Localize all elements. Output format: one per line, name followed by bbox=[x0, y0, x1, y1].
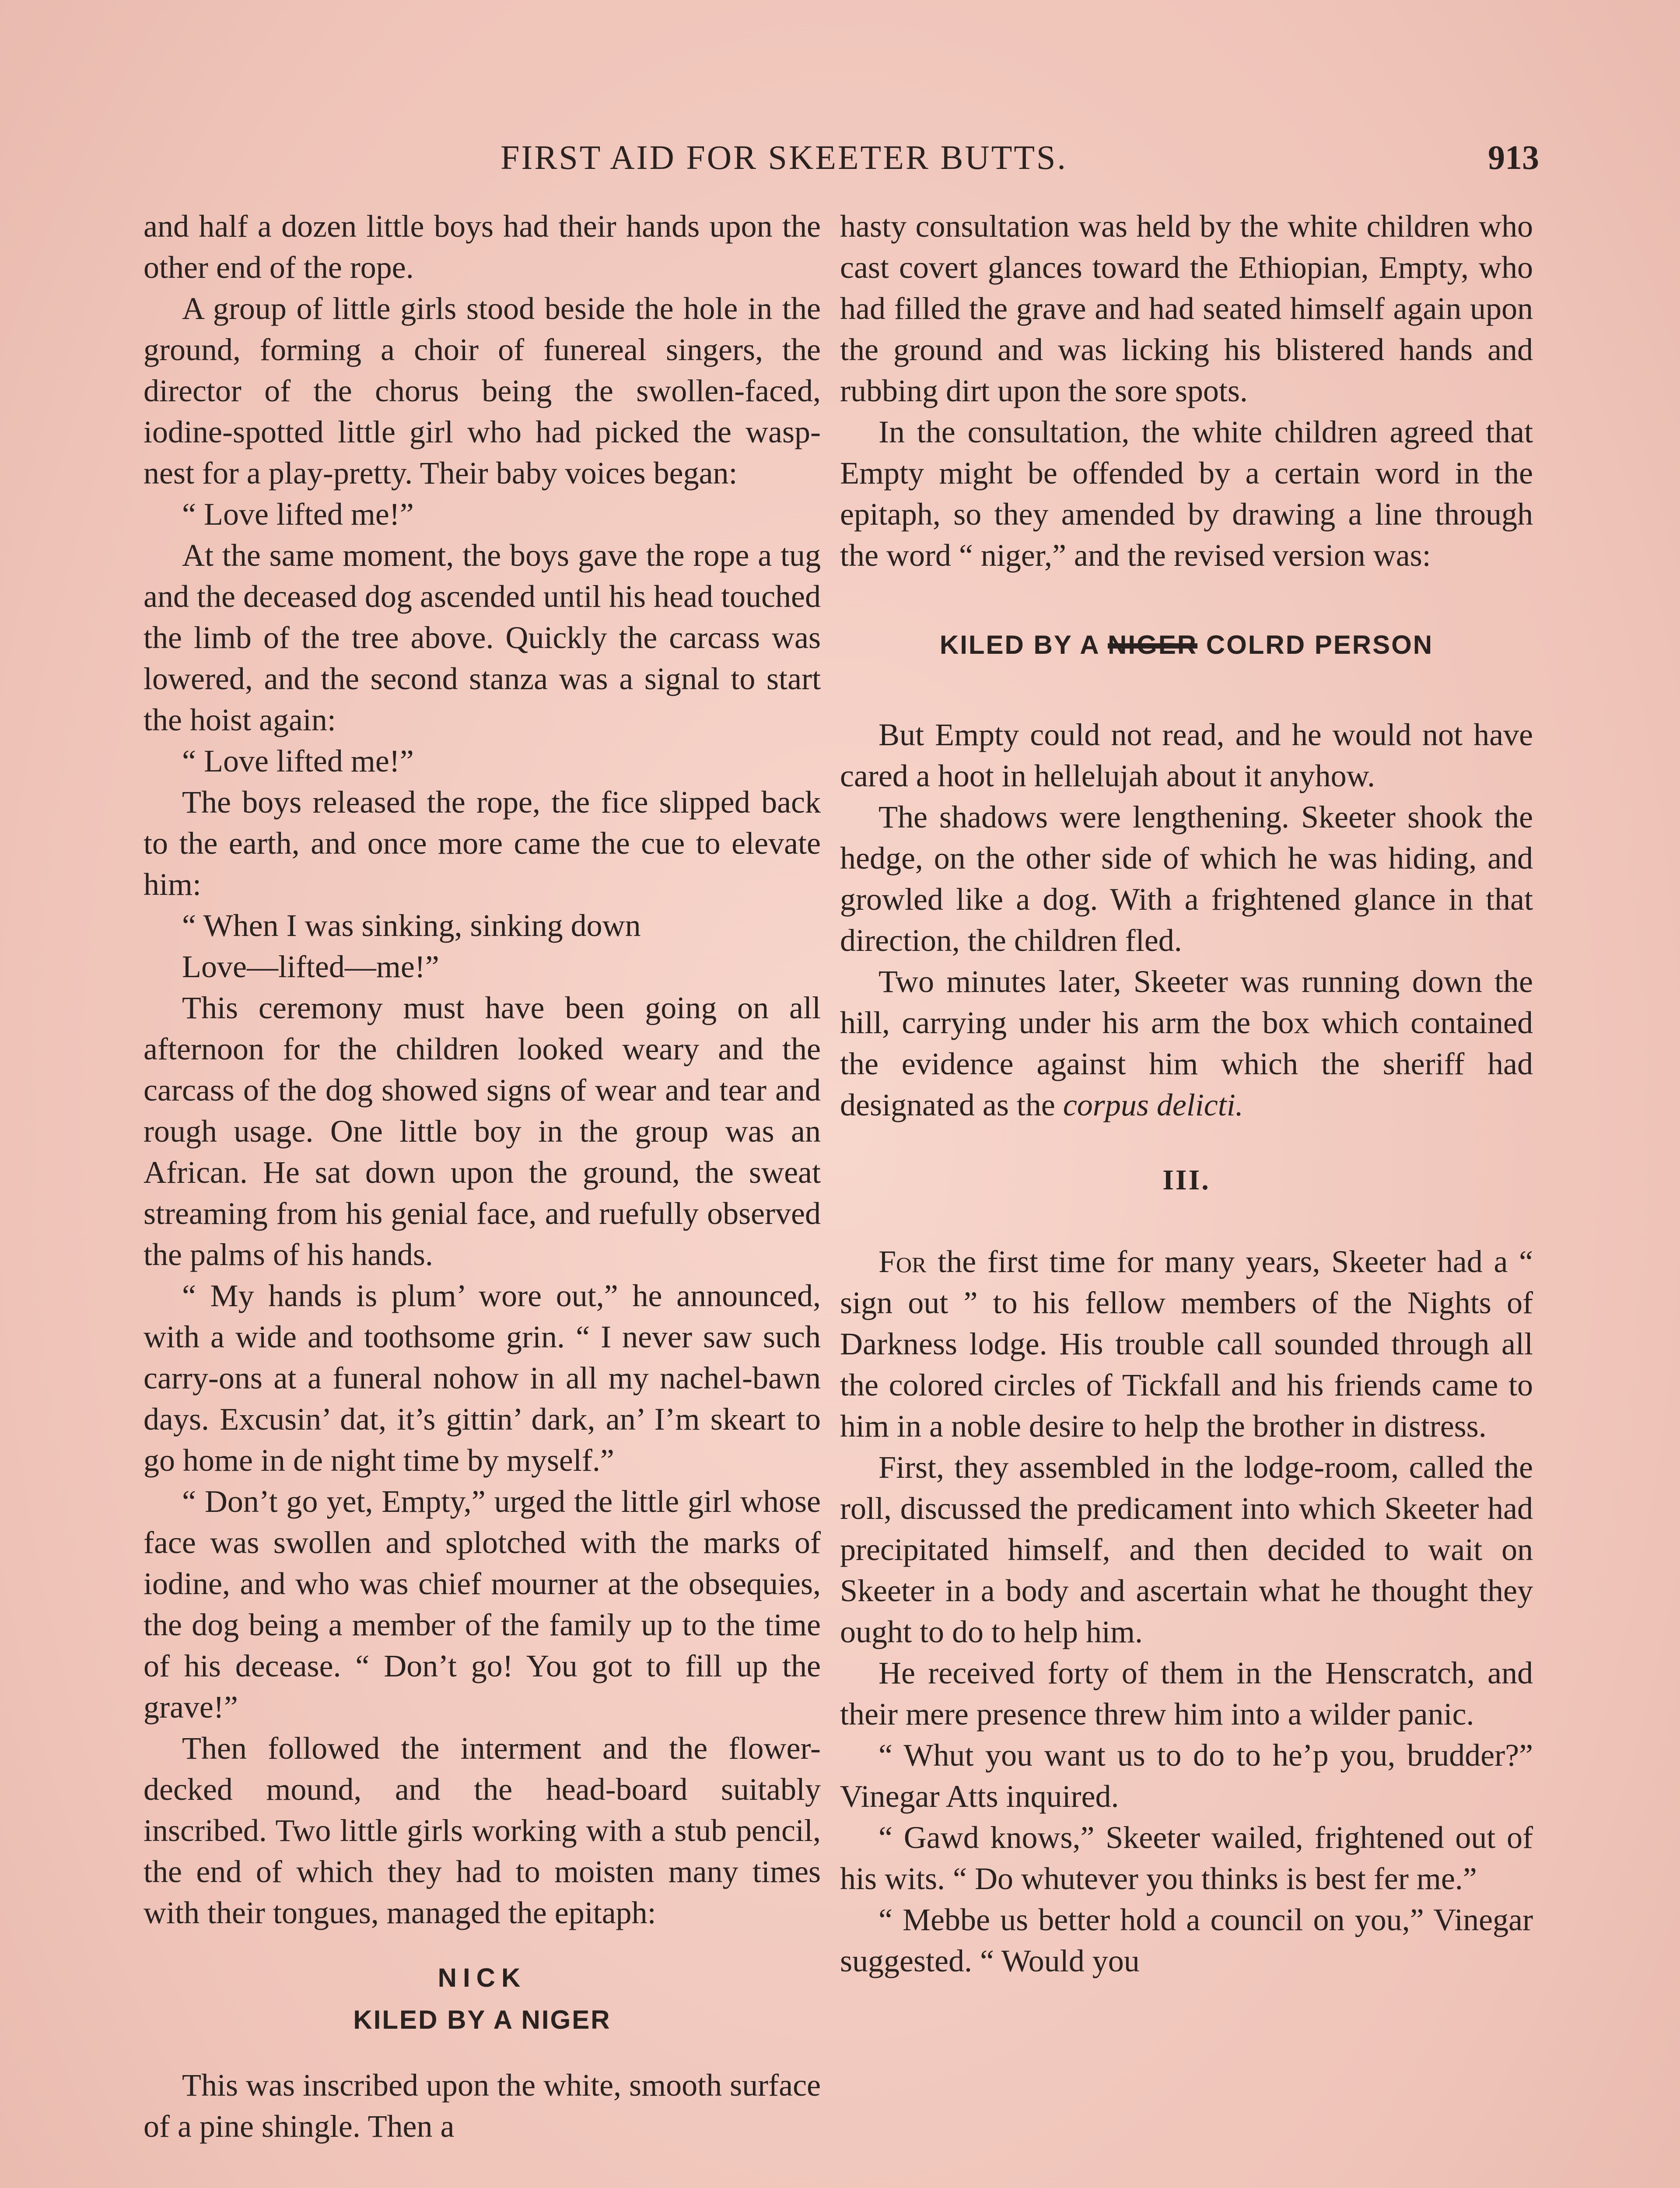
paragraph: But Empty could not read, and he would not have cared a hoot in hellelujah about it anyhow. bbox=[840, 717, 1533, 793]
section-heading: III. bbox=[1162, 1164, 1211, 1196]
paragraph-text: Two minutes later, Skeeter was running down the hill, carrying under his arm the box which contained the evidence against him which the sheriff had designated as the bbox=[840, 964, 1533, 1122]
running-title: FIRST AID FOR SKEETER BUTTS. bbox=[500, 138, 1068, 176]
song-line: “ Love lifted me!” bbox=[182, 497, 414, 532]
small-caps-word: For bbox=[878, 1244, 927, 1279]
revised-epitaph-prefix: KILED BY A bbox=[939, 630, 1108, 659]
running-header bbox=[500, 131, 1539, 184]
paragraph: and half a dozen little boys had their hands upon the other end of the rope. bbox=[144, 209, 821, 285]
song-line: “ When I was sinking, sinking down bbox=[182, 908, 641, 943]
paragraph: This was inscribed upon the white, smooth surface of a pine shingle. Then a bbox=[144, 2068, 821, 2144]
paragraph: At the same moment, the boys gave the rope a tug and the deceased dog ascended until his head touched the limb of the tree above. Quickly the carcass was lowered, and the second stanza was a signal to start the hoist again: bbox=[144, 538, 821, 737]
paragraph: Then followed the interment and the flower-decked mound, and the head-board suitably inscribed. Two little girls working with a stub pencil, the end of which they had to moisten many times with their tongues, managed the epitaph: bbox=[144, 1731, 821, 1930]
paragraph bbox=[840, 961, 1533, 1126]
paragraph: The shadows were lengthening. Skeeter shook the hedge, on the other side of which he was hiding, and growled like a dog. With a frightened glance in that direction, the children fled. bbox=[840, 799, 1533, 958]
revised-epitaph-suffix: COLRD PERSON bbox=[1197, 630, 1434, 659]
revised-epitaph bbox=[840, 624, 1533, 666]
epitaph-inscription: KILED BY A NIGER bbox=[353, 2005, 611, 2034]
paragraph: hasty consultation was held by the white children who cast covert glances toward the Ethiopian, Empty, who had filled the grave and had seated himself again upon the ground and was licking his blistered hands and rubbing dirt upon the sore spots. bbox=[840, 209, 1533, 408]
paragraph: “ Mebbe us better hold a council on you,” Vinegar suggested. “ Would you bbox=[840, 1902, 1533, 1978]
song-line: “ Love lifted me!” bbox=[182, 743, 414, 778]
paragraph: First, they assembled in the lodge-room, called the roll, discussed the predicament into which Skeeter had precipitated himself, and then decided to wait on Skeeter in a body and ascertain what he thought they ought to do to help him. bbox=[840, 1450, 1533, 1649]
right-column bbox=[840, 206, 1533, 1981]
paragraph: “ Don’t go yet, Empty,” urged the little girl whose face was swollen and splotched with the marks of iodine, and who was chief mourner at the obsequies, the dog being a member of the family up to the time of his decease. “ Don’t go! You got to fill up the grave!” bbox=[144, 1484, 821, 1725]
paragraph: “ Whut you want us to do to he’p you, brudder?” Vinegar Atts inquired. bbox=[840, 1738, 1533, 1814]
page-number: 913 bbox=[1488, 138, 1539, 176]
struck-word: NIGER bbox=[1108, 630, 1198, 659]
paragraph-text: the first time for many years, Skeeter had a “ sign out ” to his fellow members of the Nights of Darkness lodge. His trouble call sounded through all the colored circles of Tickfall and his friends came to him in a noble desire to help the brother in distress. bbox=[840, 1244, 1533, 1444]
epitaph-name: NICK bbox=[438, 1963, 527, 1992]
paragraph: He received forty of them in the Henscratch, and their mere presence threw him into a wilder panic. bbox=[840, 1655, 1533, 1732]
paragraph bbox=[840, 1241, 1533, 1447]
italic-term: corpus delicti. bbox=[1063, 1087, 1243, 1122]
paragraph: “ Gawd knows,” Skeeter wailed, frightened out of his wits. “ Do whutever you thinks is best fer me.” bbox=[840, 1820, 1533, 1896]
paragraph: This ceremony must have been going on all afternoon for the children looked weary and the carcass of the dog showed signs of wear and tear and rough usage. One little boy in the group was an African. He sat down upon the ground, the sweat streaming from his genial face, and ruefully observed the palms of his hands. bbox=[144, 990, 821, 1272]
left-column bbox=[144, 206, 821, 2147]
song-line: Love—lifted—me!” bbox=[182, 949, 439, 984]
paragraph: A group of little girls stood beside the hole in the ground, forming a choir of funereal singers, the director of the chorus being the swollen-faced, iodine-spotted little girl who had picked the wasp-nest for a play-pretty. Their baby voices began: bbox=[144, 291, 821, 491]
paragraph: “ My hands is plum’ wore out,” he announced, with a wide and toothsome grin. “ I never saw such carry-ons at a funeral nohow in all my nachel-bawn days. Excusin’ dat, it’s gittin’ dark, an’ I’m skeart to go home in de night time by myself.” bbox=[144, 1278, 821, 1478]
paragraph: In the consultation, the white children agreed that Empty might be offended by a certain word in the epitaph, so they amended by drawing a line through the word “ niger,” and the revised version was: bbox=[840, 414, 1533, 573]
paragraph: The boys released the rope, the fice slipped back to the earth, and once more came the cue to elevate him: bbox=[144, 785, 821, 902]
